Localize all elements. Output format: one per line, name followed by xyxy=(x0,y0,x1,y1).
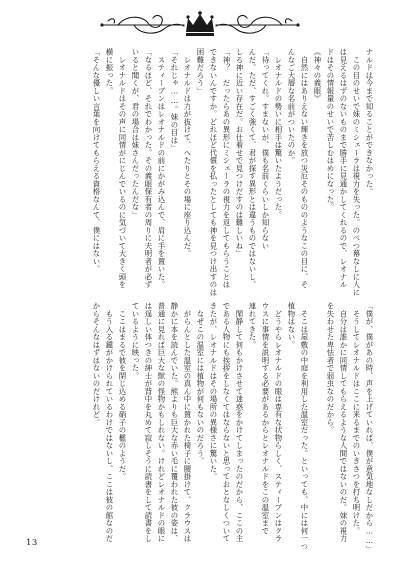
text-column: である人物にも挨拶をしなくてはならないと思っておとなしくついて xyxy=(222,302,231,543)
text-column: がらんとした温室の真ん中に置かれた椅子に腰掛けて、クラウスは xyxy=(183,302,192,543)
text-column: レオナルドは力が抜けて、へたりとその場に座り込んだ。 xyxy=(183,48,192,258)
page-number: 13 xyxy=(26,538,38,548)
scene-break xyxy=(311,302,324,510)
text-column: からそんなはずはないのだけれど。 xyxy=(92,302,101,426)
text-column: 《神々の義眼》 xyxy=(313,48,322,103)
text-column: 自然にはありえない輝きを放つ災厄そのもののようなこの目に、そ xyxy=(300,48,309,289)
text-column: 困難だろう」 xyxy=(196,48,205,95)
text-column: 「僕が、僕があの時、声を上げていれば、僕が意気地なしだから……」 xyxy=(365,302,374,554)
text-column: は逞しい体つきの紳士が背中を丸めて寂しそうに読書をして読書をし xyxy=(144,302,153,543)
text-column: は見えるはずのないものまで勝手に見通かしてくれるので、レオナル xyxy=(339,48,348,289)
text-column: もう入る鍵がかけられているわけではないし、ここは彼の館なのだ xyxy=(105,302,114,543)
text-column: 横に振った。 xyxy=(105,48,114,95)
text-column: 静かに本を読んでいた。熊よりも巨大な赤い毛に覆われた彼の姿は、 xyxy=(170,302,179,543)
text-column: どうやらレオナルドの眼は専有な状物らしく、スティーブンはクラ xyxy=(274,302,283,543)
text-column: ここはまるで彼を閉じ込める硝子の檻のようだ。 xyxy=(118,302,127,481)
text-column: なぜこの温室には植物が何もないのだろう。 xyxy=(196,302,205,465)
text-column: 「神？ だったらあの異形にミシェーラの視力を返してもらうことは xyxy=(222,48,231,289)
text-column: スティーブンはレオナルドの前にかがみ込んで、肩に手を置いた。 xyxy=(157,48,166,289)
text-column: レオナルドはその声に同情がにじんでいるのに気づいて大きく頭を xyxy=(118,48,127,289)
text-column: ドはその情報量のせいで苦しむはめになった。 xyxy=(326,48,335,211)
text-column: 連れてきた。 xyxy=(248,302,257,349)
text-column: 「なるほど、それでわかった。その義眼保有者の周りに夫明者が必ず xyxy=(144,48,153,289)
text-column: んなご大層な名前がついたのか。 xyxy=(287,48,296,165)
text-column: しろ神に近い存在だ。お仕着せで見つけだすのは難しいね」 xyxy=(235,48,244,258)
text-column: そこは屋敷の中庭を利用した温室だった。といっても、中には何一つ xyxy=(300,302,309,550)
text-column: いると聞くが、君の場合は妹さんだったんだな」 xyxy=(131,48,140,219)
text-column: んだ。ただ、すごく強くて、君が探す異形とは違うものではないし、 xyxy=(248,48,257,289)
text-column: この目のせいで妹のミシェーラは視力を失った。のべつ幕なしに人に xyxy=(352,48,361,296)
crown-flourish-icon xyxy=(98,7,302,43)
text-column: 普通に見れば巨大な獣の怪物かもしれない。けれどレオナルドの眼に xyxy=(157,302,166,543)
text-column: 「それじゃ……。妹の目は」 xyxy=(170,48,179,152)
text-column: レオナルドの勢いに相手は驚いたようだった。 xyxy=(274,48,283,219)
text-column: ナルドは今まで知ることができなかった。 xyxy=(365,48,374,196)
text-column: 閑静して何もかけさせて迷惑をかけてしまったのだから、ここの主 xyxy=(235,302,244,543)
text-column: ウスに事情を説明する必要があるからとレオナルドをこの温室まで xyxy=(261,302,270,535)
text-column: 「そんな優しい言葉を向けてもらえる資格なんて、僕にはない。 xyxy=(92,48,101,273)
upper-text-block xyxy=(28,48,376,296)
text-column: 自分は誰かに同情してもらえるような人間ではないのだ。妹の視力 xyxy=(339,302,348,543)
text-column: きたが、レオナルドはその場所の異様さに驚いた。 xyxy=(209,302,218,481)
text-column: 植物はない。 xyxy=(287,302,296,349)
text-column: ているように映った。 xyxy=(131,302,140,380)
text-column: 「待ってくれ。すまないが、僕も名前くらいしか知らない xyxy=(261,48,270,250)
text-column: を失わせた卑怯者で弱虫なのだから。 xyxy=(326,302,335,434)
text-column: できないんですか。どれほど代償を払ったとしても神を見つけ出すのは xyxy=(209,48,218,296)
text-column: そうしてレオナルドはここに来るまでのいきさつを打ち明けた。 xyxy=(352,302,361,535)
